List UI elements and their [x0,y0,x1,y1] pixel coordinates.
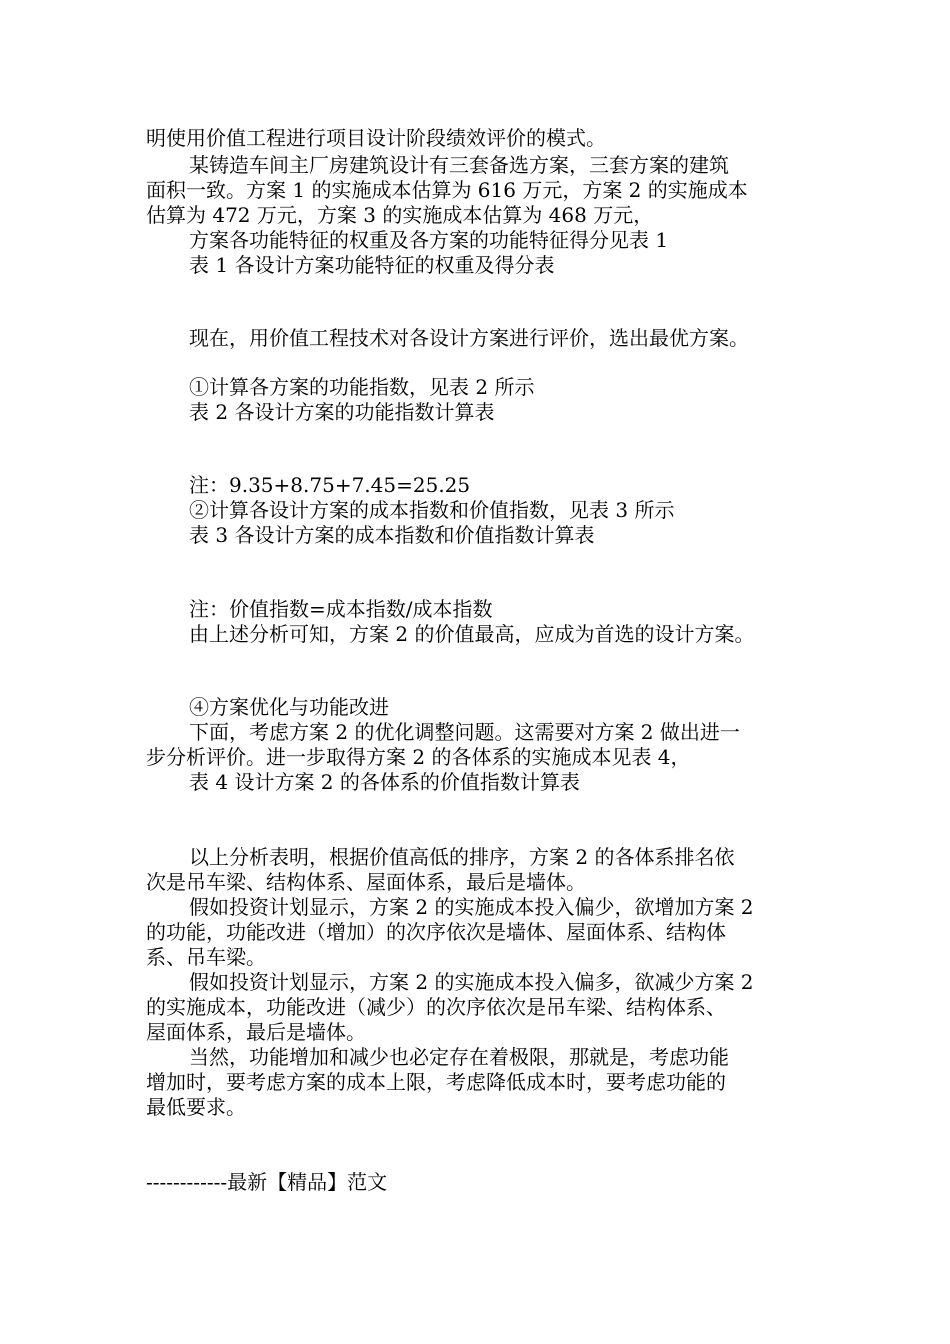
text-line: 当然，功能增加和减少也必定存在着极限，那就是，考虑功能 [189,1045,729,1069]
text-line: 次是吊车梁、结构体系、屋面体系，最后是墙体。 [146,870,586,894]
text-line: ②计算各设计方案的成本指数和价值指数，见表 3 所示 [189,498,675,522]
text-line: 步分析评价。进一步取得方案 2 的各体系的实施成本见表 4， [146,745,691,769]
text-line: 的功能，功能改进（增加）的次序依次是墙体、屋面体系、结构体 [146,920,726,944]
text-line: 面积一致。方案 1 的实施成本估算为 616 万元，方案 2 的实施成本 [146,178,748,202]
footer-text: ------------最新【精品】范文 [146,1170,388,1194]
text-line: 屋面体系，最后是墙体。 [146,1020,366,1044]
table-caption: 表 4 设计方案 2 的各体系的价值指数计算表 [189,770,580,794]
text-line: 增加时，要考虑方案的成本上限，考虑降低成本时，要考虑功能的 [146,1070,726,1094]
text-line: ④方案优化与功能改进 [189,695,389,719]
text-line: 假如投资计划显示，方案 2 的实施成本投入偏少，欲增加方案 2 [189,895,754,919]
text-line: 的实施成本，功能改进（减少）的次序依次是吊车梁、结构体系、 [146,995,726,1019]
text-line: 方案各功能特征的权重及各方案的功能特征得分见表 1 [189,228,669,252]
table-caption: 表 1 各设计方案功能特征的权重及得分表 [189,253,555,277]
text-line: 估算为 472 万元，方案 3 的实施成本估算为 468 万元， [146,203,654,227]
text-line: 某铸造车间主厂房建筑设计有三套备选方案，三套方案的建筑 [189,153,729,177]
text-line: 明使用价值工程进行项目设计阶段绩效评价的模式。 [146,126,606,150]
table-caption: 表 2 各设计方案的功能指数计算表 [189,400,495,424]
note-line: 注：价值指数=成本指数/成本指数 [189,597,493,621]
text-line: ①计算各方案的功能指数，见表 2 所示 [189,375,535,399]
text-line: 系、吊车梁。 [146,945,266,969]
text-line: 最低要求。 [146,1095,246,1119]
text-line: 假如投资计划显示，方案 2 的实施成本投入偏多，欲减少方案 2 [189,970,754,994]
text-line: 由上述分析可知，方案 2 的价值最高，应成为首选的设计方案。 [189,622,755,646]
text-line: 现在，用价值工程技术对各设计方案进行评价，选出最优方案。 [189,326,749,350]
table-caption: 表 3 各设计方案的成本指数和价值指数计算表 [189,523,595,547]
note-line: 注：9.35+8.75+7.45=25.25 [189,473,471,497]
text-line: 下面，考虑方案 2 的优化调整问题。这需要对方案 2 做出进一 [189,720,740,744]
text-line: 以上分析表明，根据价值高低的排序，方案 2 的各体系排名依 [189,845,735,869]
